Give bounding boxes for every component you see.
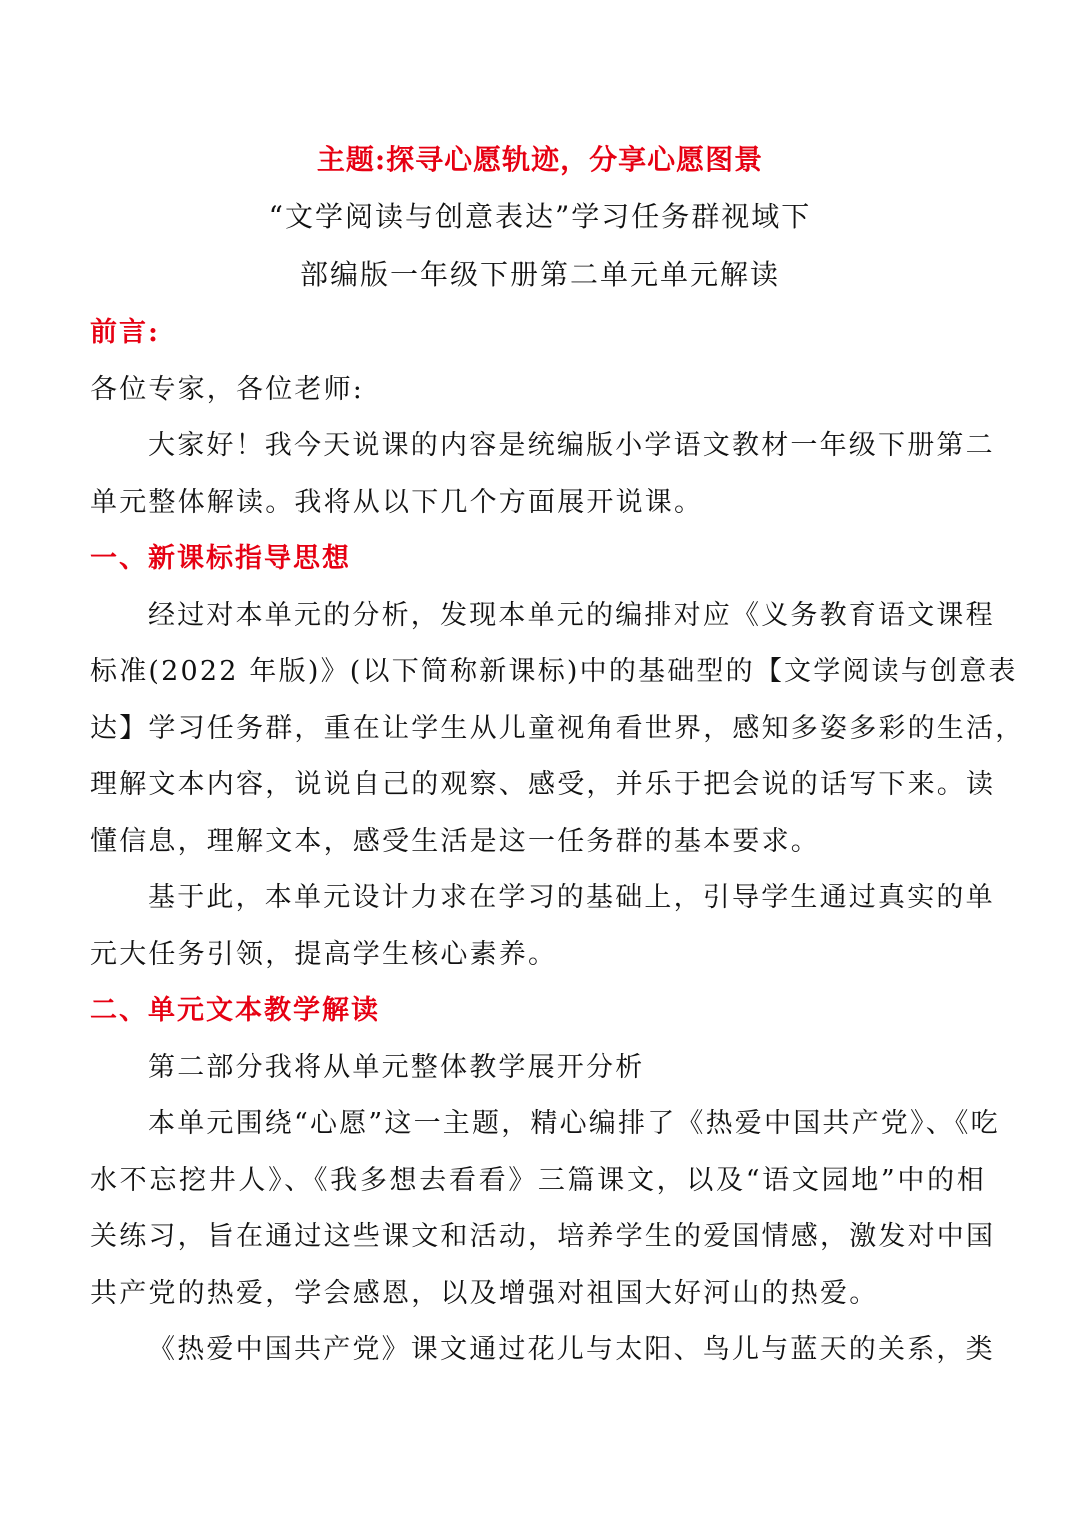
section1-paragraph-line: 懂信息，理解文本，感受生活是这一任务群的基本要求。 [90, 825, 820, 857]
section2-paragraph-line: 本单元围绕“心愿”这一主题，精心编排了《热爱中国共产党》、《吃 [148, 1108, 1000, 1139]
section-heading-1: 一、新课标指导思想 [90, 543, 351, 574]
section-heading-2: 二、单元文本教学解读 [90, 995, 380, 1026]
section1-paragraph-line: 元大任务引领，提高学生核心素养。 [90, 938, 558, 970]
section1-paragraph-line: 经过对本单元的分析，发现本单元的编排对应《义务教育语文课程 [148, 599, 995, 631]
section2-paragraph-line: 水不忘挖井人》、《我多想去看看》三篇课文，以及“语文园地”中的相 [90, 1164, 986, 1196]
subtitle-line-2: 部编版一年级下册第二单元单元解读 [299, 258, 780, 291]
subtitle-line-1: “文学阅读与创意表达”学习任务群视域下 [268, 200, 812, 233]
greeting: 各位专家，各位老师: [90, 373, 365, 405]
preface-paragraph-line: 单元整体解读。我将从以下几个方面展开说课。 [90, 486, 704, 518]
theme-title: 主题:探寻心愿轨迹，分享心愿图景 [316, 143, 764, 176]
document-body [90, 305, 1025, 1379]
section2-paragraph-line: 关练习，旨在通过这些课文和活动，培养学生的爱国情感，激发对中国 [90, 1221, 996, 1252]
section1-paragraph-line: 标准(2022 年版)》(以下简称新课标)中的基础型的【文学阅读与创意表 [90, 656, 1018, 687]
section2-paragraph-line: 共产党的热爱，学会感恩，以及增强对祖国大好河山的热爱。 [90, 1277, 879, 1309]
section1-paragraph-line: 理解文本内容，说说自己的观察、感受，并乐于把会说的话写下来。读 [90, 769, 996, 800]
preface-heading: 前言: [90, 317, 160, 348]
preface-paragraph-line: 大家好！我今天说课的内容是统编版小学语文教材一年级下册第二 [148, 430, 995, 461]
section1-paragraph-line: 达】学习任务群，重在让学生从儿童视角看世界，感知多姿多彩的生活， [90, 712, 1025, 744]
section2-paragraph-line: 《热爱中国共产党》课文通过花儿与太阳、鸟儿与蓝天的关系，类 [148, 1334, 995, 1365]
section2-intro: 第二部分我将从单元整体教学展开分析 [148, 1051, 645, 1083]
section1-paragraph-line: 基于此，本单元设计力求在学习的基础上，引导学生通过真实的单 [148, 882, 995, 913]
